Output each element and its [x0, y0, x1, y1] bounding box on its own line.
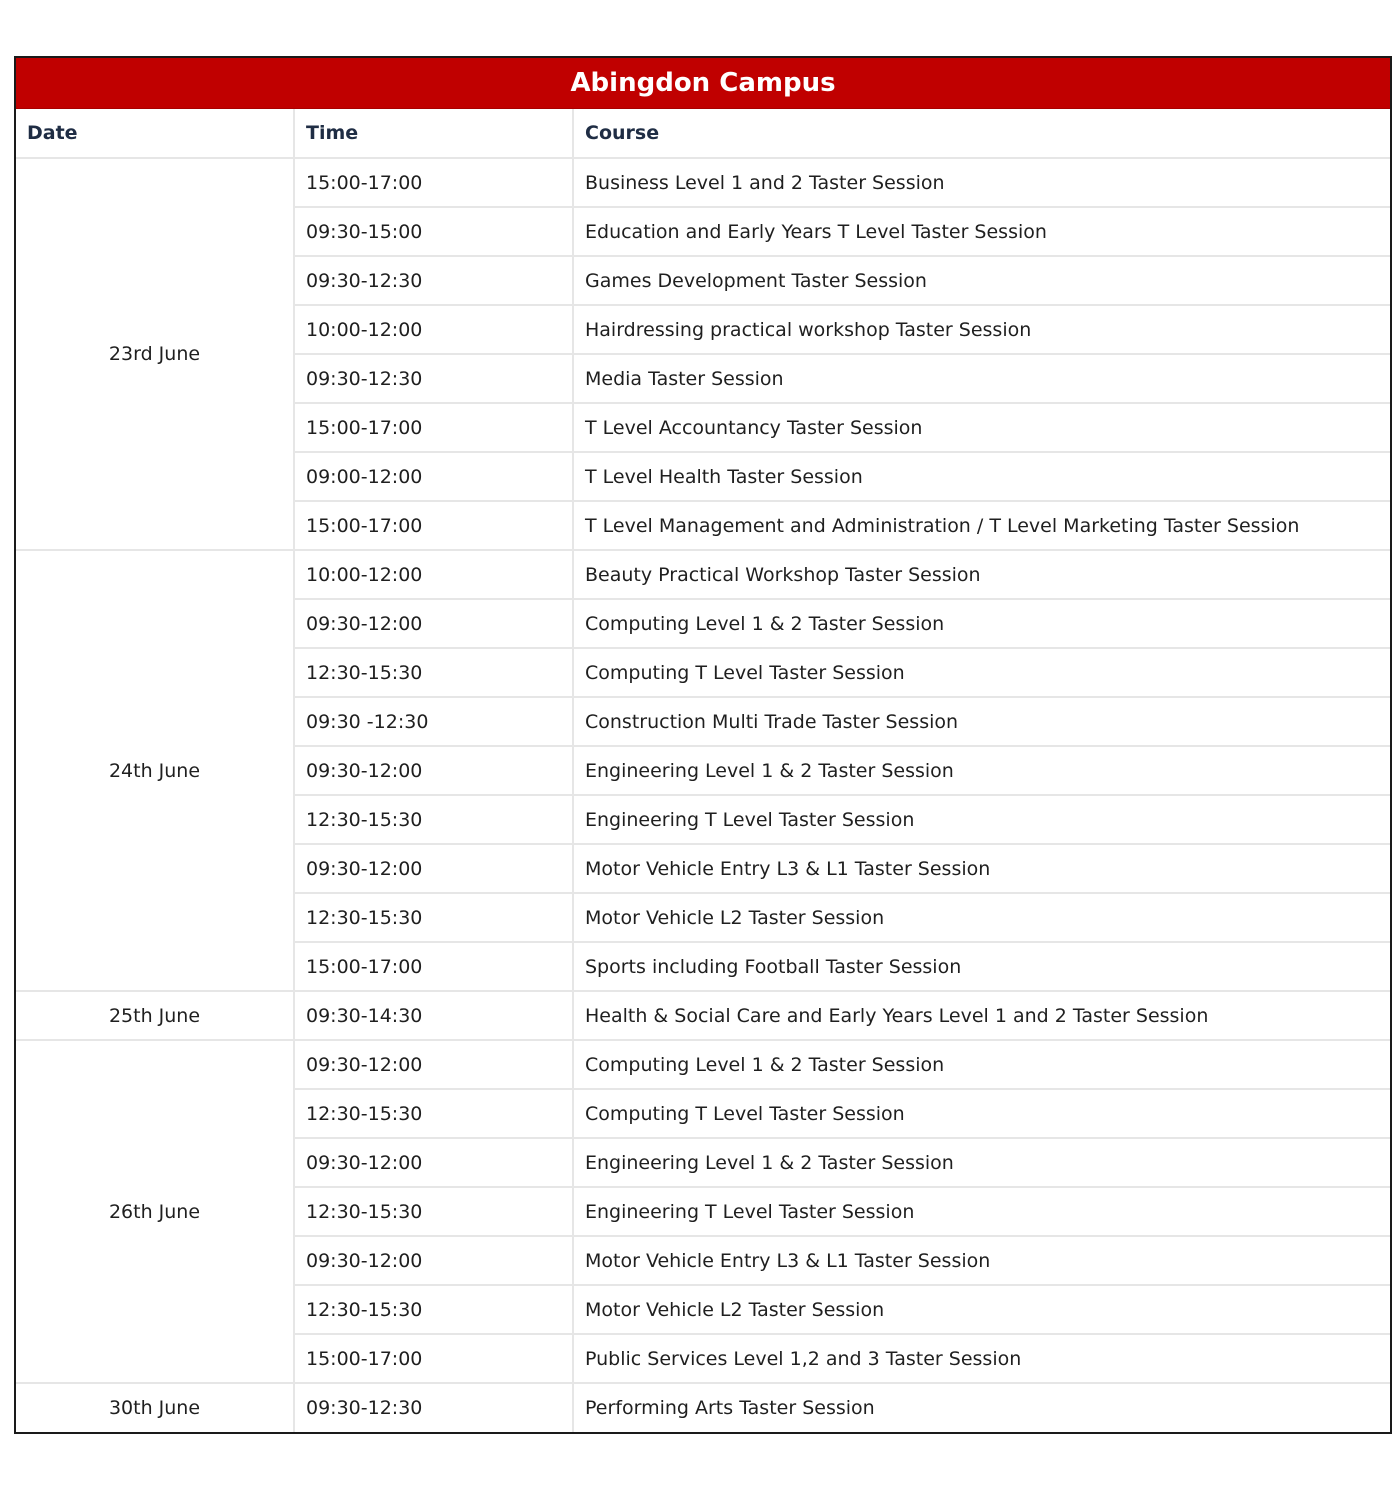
time-cell: 09:30-14:30	[294, 991, 573, 1040]
course-cell: Public Services Level 1,2 and 3 Taster Session	[573, 1334, 1390, 1383]
table-row	[16, 991, 1390, 1040]
date-cell: 24th June	[16, 550, 294, 991]
course-cell: Construction Multi Trade Taster Session	[573, 697, 1390, 746]
course-cell: Motor Vehicle Entry L3 & L1 Taster Session	[573, 844, 1390, 893]
course-cell: Games Development Taster Session	[573, 256, 1390, 305]
course-cell: Beauty Practical Workshop Taster Session	[573, 550, 1390, 599]
date-cell: 26th June	[16, 1040, 294, 1383]
time-cell: 09:00-12:00	[294, 452, 573, 501]
table-row	[16, 1040, 1390, 1089]
time-cell: 09:30-12:00	[294, 1138, 573, 1187]
course-cell: Engineering T Level Taster Session	[573, 795, 1390, 844]
time-cell: 15:00-17:00	[294, 403, 573, 452]
table-row	[16, 158, 1390, 207]
time-cell: 12:30-15:30	[294, 648, 573, 697]
course-cell: Computing T Level Taster Session	[573, 1089, 1390, 1138]
time-cell: 09:30-12:00	[294, 1236, 573, 1285]
course-cell: Education and Early Years T Level Taster Session	[573, 207, 1390, 256]
course-header: Course	[573, 109, 1390, 158]
course-cell: T Level Health Taster Session	[573, 452, 1390, 501]
date-header: Date	[16, 109, 294, 158]
course-cell: Computing Level 1 & 2 Taster Session	[573, 599, 1390, 648]
date-cell: 30th June	[16, 1383, 294, 1432]
time-header: Time	[294, 109, 573, 158]
campus-title: Abingdon Campus	[16, 58, 1390, 109]
time-cell: 09:30-12:00	[294, 746, 573, 795]
course-cell: Performing Arts Taster Session	[585, 1397, 875, 1419]
course-cell: Engineering Level 1 & 2 Taster Session	[573, 1138, 1390, 1187]
time-cell: 10:00-12:00	[294, 550, 573, 599]
time-cell: 09:30-15:00	[294, 207, 573, 256]
course-cell: Media Taster Session	[573, 354, 1390, 403]
time-cell: 09:30-12:30	[294, 256, 573, 305]
date-cell: 25th June	[16, 991, 294, 1040]
time-cell: 09:30 -12:30	[294, 697, 573, 746]
schedule-sheet	[14, 56, 1392, 1434]
course-cell: Computing T Level Taster Session	[573, 648, 1390, 697]
time-cell: 15:00-17:00	[294, 501, 573, 550]
course-cell: Business Level 1 and 2 Taster Session	[573, 158, 1390, 207]
time-cell: 09:30-12:00	[294, 844, 573, 893]
table-row	[16, 550, 1390, 599]
time-cell: 12:30-15:30	[294, 893, 573, 942]
schedule-body	[16, 158, 1390, 1432]
date-cell: 23rd June	[16, 158, 294, 550]
table-row	[16, 1383, 1390, 1432]
time-cell: 12:30-15:30	[294, 1089, 573, 1138]
course-cell: Health & Social Care and Early Years Level 1 and 2 Taster Session	[573, 991, 1390, 1040]
schedule-table	[16, 109, 1390, 1432]
course-cell: Engineering Level 1 & 2 Taster Session	[573, 746, 1390, 795]
time-cell: 09:30-12:00	[294, 599, 573, 648]
time-cell: 10:00-12:00	[294, 305, 573, 354]
time-cell: 15:00-17:00	[294, 158, 573, 207]
time-cell: 15:00-17:00	[294, 942, 573, 991]
time-cell: 09:30-12:30	[294, 354, 573, 403]
course-cell: Sports including Football Taster Session	[573, 942, 1390, 991]
time-cell: 09:30-12:30	[294, 1383, 573, 1432]
course-cell: Motor Vehicle L2 Taster Session	[573, 893, 1390, 942]
course-cell: Engineering T Level Taster Session	[573, 1187, 1390, 1236]
time-cell: 12:30-15:30	[294, 1187, 573, 1236]
course-cell: Computing Level 1 & 2 Taster Session	[573, 1040, 1390, 1089]
time-cell: 12:30-15:30	[294, 795, 573, 844]
course-cell: Motor Vehicle Entry L3 & L1 Taster Session	[573, 1236, 1390, 1285]
time-cell: 15:00-17:00	[294, 1334, 573, 1383]
course-cell: T Level Management and Administration / T Level Marketing Taster Session	[573, 501, 1390, 550]
course-cell: Hairdressing practical workshop Taster Session	[573, 305, 1390, 354]
header-row	[16, 109, 1390, 158]
time-cell: 12:30-15:30	[294, 1285, 573, 1334]
course-cell: T Level Accountancy Taster Session	[573, 403, 1390, 452]
course-cell: Motor Vehicle L2 Taster Session	[573, 1285, 1390, 1334]
time-cell: 09:30-12:00	[294, 1040, 573, 1089]
